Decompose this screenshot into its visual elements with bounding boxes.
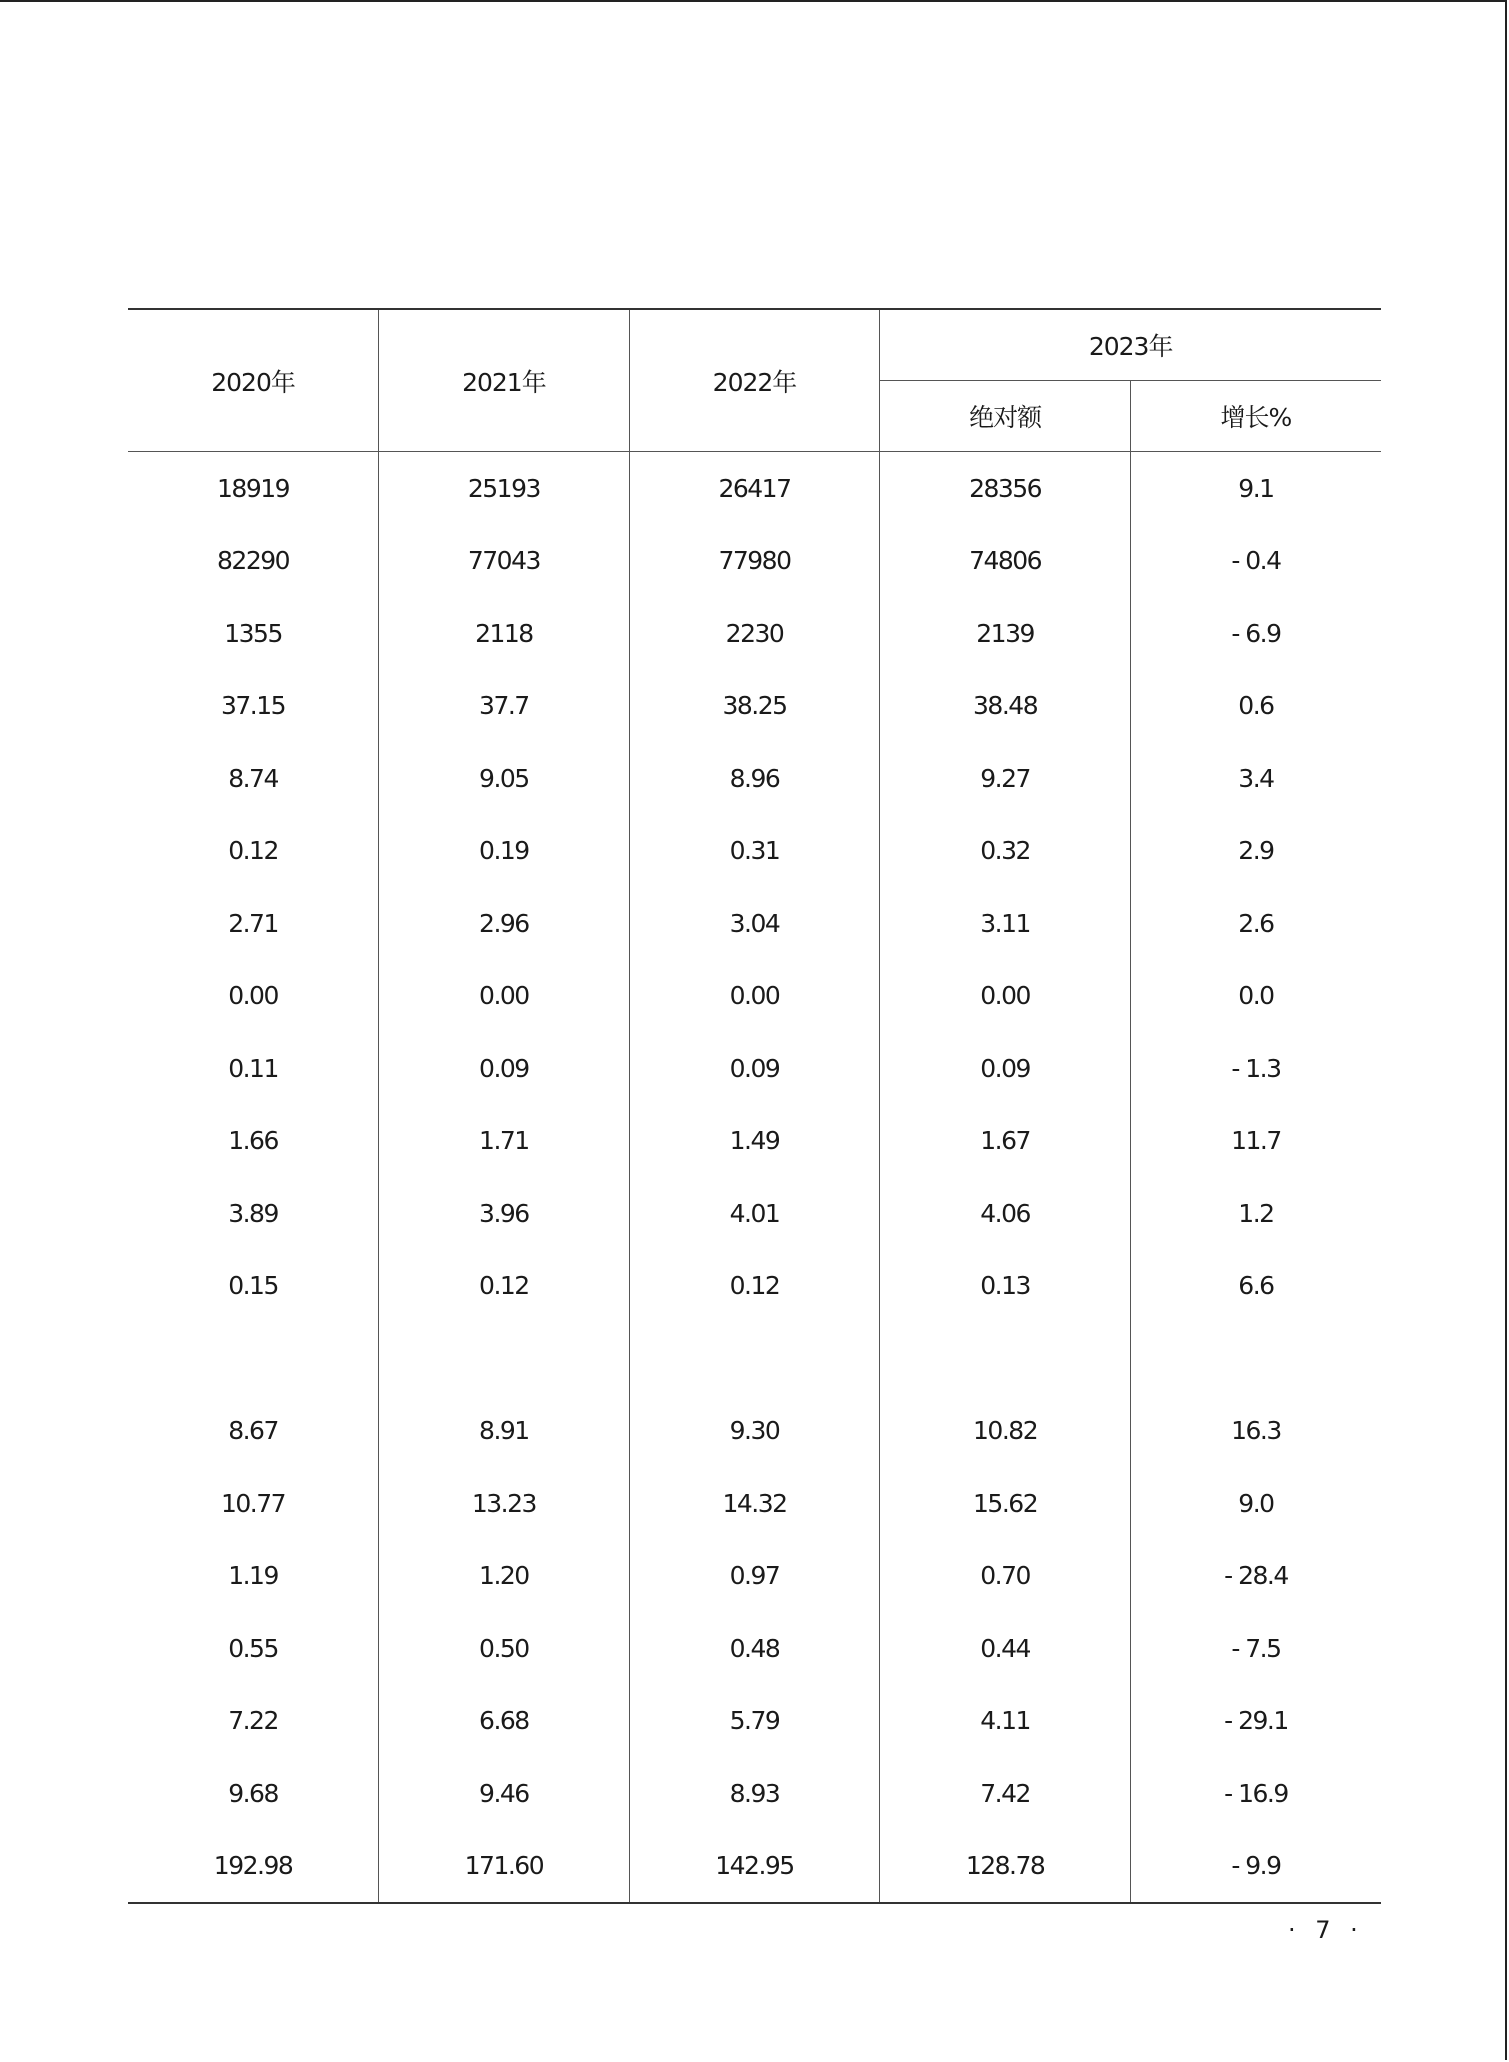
value-2023-growth-cell (1130, 1322, 1381, 1395)
value-2022-cell: 0.12 (629, 1250, 880, 1323)
value-2022-cell: 0.48 (629, 1612, 880, 1685)
value-2023-growth-cell: - 9.9 (1231, 1851, 1281, 1881)
value-2022-cell: 0.09 (629, 1032, 880, 1105)
value-2021-cell: 9.05 (379, 742, 630, 815)
value-2023-absolute-cell: 0.70 (880, 1540, 1131, 1613)
header-2020: 2020年 (128, 309, 379, 452)
value-2023-absolute-cell (880, 1322, 1131, 1395)
value-2023-absolute-cell: 0.09 (880, 1032, 1131, 1105)
value-2020-cell: 37.15 (128, 670, 379, 743)
value-2020-cell: 18919 (128, 452, 379, 525)
value-2023-growth-cell: - 6.9 (1231, 618, 1281, 648)
value-2023-growth-cell: - 16.9 (1224, 1778, 1288, 1808)
value-2021-cell: 9.46 (379, 1757, 630, 1830)
value-2020-cell: 8.67 (128, 1395, 379, 1468)
value-2020-cell: 192.98 (128, 1830, 379, 1904)
value-2022-cell: 26417 (629, 452, 880, 525)
value-2023-growth-cell: - 1.3 (1231, 1053, 1281, 1083)
value-2023-absolute-cell: 0.13 (880, 1250, 1131, 1323)
value-2023-absolute-cell: 1.67 (880, 1105, 1131, 1178)
table-row (128, 597, 1381, 670)
value-2023-absolute-cell: 0.44 (880, 1612, 1131, 1685)
table-row (128, 452, 1381, 525)
value-2020-cell: 0.15 (128, 1250, 379, 1323)
value-2022-cell: 3.04 (629, 887, 880, 960)
value-2022-cell: 5.79 (629, 1685, 880, 1758)
value-2021-cell: 37.7 (379, 670, 630, 743)
value-2022-cell: 14.32 (629, 1467, 880, 1540)
value-2021-cell: 1.20 (379, 1540, 630, 1613)
value-2023-growth-cell: 16.3 (1231, 1416, 1281, 1446)
value-2021-cell: 77043 (379, 525, 630, 598)
value-2023-absolute-cell: 74806 (880, 525, 1131, 598)
value-2023-absolute-cell: 4.11 (880, 1685, 1131, 1758)
value-2023-growth-cell: 2.9 (1238, 836, 1274, 866)
value-2020-cell: 0.12 (128, 815, 379, 888)
value-2023-absolute-cell: 0.32 (880, 815, 1131, 888)
value-2023-absolute-cell: 0.00 (880, 960, 1131, 1033)
value-2021-cell: 25193 (379, 452, 630, 525)
table-row (128, 1757, 1381, 1830)
value-2021-cell: 0.00 (379, 960, 630, 1033)
value-2023-absolute-cell: 15.62 (880, 1467, 1131, 1540)
header-2022: 2022年 (629, 309, 880, 452)
value-2021-cell: 0.12 (379, 1250, 630, 1323)
header-growth-percent: 增长% (1130, 381, 1381, 452)
value-2022-cell: 0.31 (629, 815, 880, 888)
value-2021-cell: 0.50 (379, 1612, 630, 1685)
value-2020-cell: 8.74 (128, 742, 379, 815)
value-2021-cell: 2.96 (379, 887, 630, 960)
value-2023-absolute-cell: 7.42 (880, 1757, 1131, 1830)
value-2023-absolute-cell: 128.78 (880, 1830, 1131, 1904)
table-row (128, 1685, 1381, 1758)
value-2022-cell: 0.00 (629, 960, 880, 1033)
value-2020-cell (128, 1322, 379, 1395)
value-2022-cell: 0.97 (629, 1540, 880, 1613)
value-2023-absolute-cell: 2139 (880, 597, 1131, 670)
statistics-table (128, 308, 1381, 1904)
value-2022-cell: 77980 (629, 525, 880, 598)
table-row (128, 1032, 1381, 1105)
table-row (128, 1612, 1381, 1685)
value-2023-absolute-cell: 3.11 (880, 887, 1131, 960)
value-2021-cell: 0.09 (379, 1032, 630, 1105)
header-2021: 2021年 (379, 309, 630, 452)
table-row (128, 815, 1381, 888)
value-2023-growth-cell: 2.6 (1238, 908, 1274, 938)
value-2023-growth-cell: 0.6 (1238, 691, 1274, 721)
value-2023-growth-cell: 6.6 (1238, 1271, 1274, 1301)
value-2023-absolute-cell: 4.06 (880, 1177, 1131, 1250)
value-2023-growth-cell: - 0.4 (1231, 546, 1281, 576)
value-2020-cell: 0.11 (128, 1032, 379, 1105)
value-2022-cell: 2230 (629, 597, 880, 670)
table-row (128, 1322, 1381, 1395)
table-row (128, 1467, 1381, 1540)
value-2020-cell: 10.77 (128, 1467, 379, 1540)
value-2022-cell: 9.30 (629, 1395, 880, 1468)
value-2021-cell: 2118 (379, 597, 630, 670)
table-row (128, 670, 1381, 743)
table-row (128, 887, 1381, 960)
value-2023-absolute-cell: 38.48 (880, 670, 1131, 743)
table-row (128, 1250, 1381, 1323)
header-2023: 2023年 (880, 309, 1381, 381)
value-2021-cell: 8.91 (379, 1395, 630, 1468)
table-row (128, 960, 1381, 1033)
value-2023-absolute-cell: 28356 (880, 452, 1131, 525)
value-2022-cell (629, 1322, 880, 1395)
header-absolute-amount: 绝对额 (880, 381, 1131, 452)
table-row (128, 1105, 1381, 1178)
value-2022-cell: 8.93 (629, 1757, 880, 1830)
value-2023-growth-cell: 9.1 (1238, 473, 1274, 503)
table-header (128, 309, 1381, 452)
value-2022-cell: 8.96 (629, 742, 880, 815)
table-body (128, 452, 1381, 1904)
table-row (128, 1830, 1381, 1904)
value-2020-cell: 3.89 (128, 1177, 379, 1250)
table-row (128, 742, 1381, 815)
value-2023-growth-cell: 3.4 (1238, 763, 1274, 793)
value-2020-cell: 7.22 (128, 1685, 379, 1758)
value-2023-growth-cell: 0.0 (1238, 981, 1274, 1011)
value-2022-cell: 142.95 (629, 1830, 880, 1904)
value-2023-growth-cell: 11.7 (1231, 1126, 1281, 1156)
value-2021-cell: 1.71 (379, 1105, 630, 1178)
value-2020-cell: 1355 (128, 597, 379, 670)
value-2023-growth-cell: - 7.5 (1231, 1633, 1281, 1663)
table-row (128, 525, 1381, 598)
value-2020-cell: 0.55 (128, 1612, 379, 1685)
table-row (128, 1540, 1381, 1613)
value-2022-cell: 1.49 (629, 1105, 880, 1178)
value-2021-cell (379, 1322, 630, 1395)
table-row (128, 1177, 1381, 1250)
value-2023-growth-cell: - 29.1 (1224, 1706, 1288, 1736)
value-2020-cell: 82290 (128, 525, 379, 598)
header-row-top (128, 309, 1381, 381)
value-2021-cell: 171.60 (379, 1830, 630, 1904)
value-2023-growth-cell: 9.0 (1238, 1488, 1274, 1518)
value-2023-growth-cell: 1.2 (1238, 1198, 1274, 1228)
value-2021-cell: 6.68 (379, 1685, 630, 1758)
value-2020-cell: 1.66 (128, 1105, 379, 1178)
value-2022-cell: 4.01 (629, 1177, 880, 1250)
value-2021-cell: 0.19 (379, 815, 630, 888)
value-2021-cell: 13.23 (379, 1467, 630, 1540)
value-2023-absolute-cell: 10.82 (880, 1395, 1131, 1468)
value-2020-cell: 0.00 (128, 960, 379, 1033)
value-2023-absolute-cell: 9.27 (880, 742, 1131, 815)
value-2023-growth-cell: - 28.4 (1224, 1561, 1288, 1591)
page-number: · 7 · (1288, 1916, 1364, 1944)
table-row (128, 1395, 1381, 1468)
value-2020-cell: 9.68 (128, 1757, 379, 1830)
value-2020-cell: 2.71 (128, 887, 379, 960)
value-2020-cell: 1.19 (128, 1540, 379, 1613)
value-2022-cell: 38.25 (629, 670, 880, 743)
value-2021-cell: 3.96 (379, 1177, 630, 1250)
